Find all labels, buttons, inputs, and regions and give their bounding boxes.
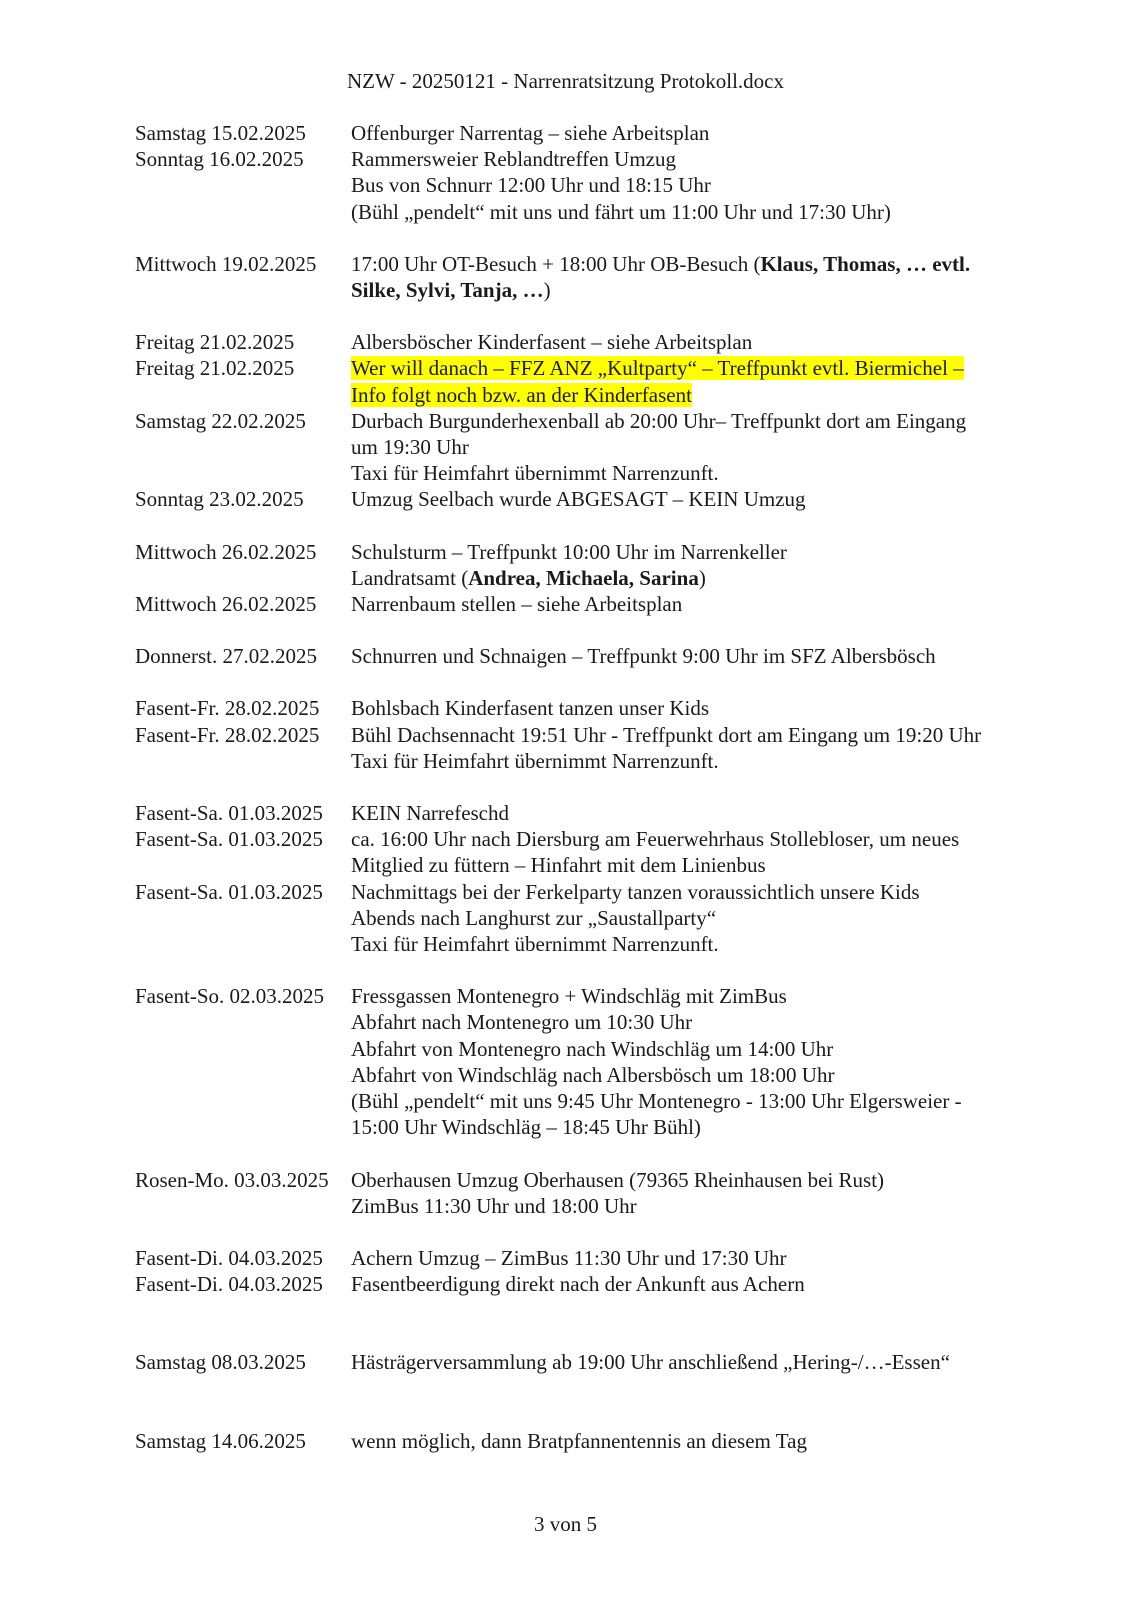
schedule-entry: [135, 643, 1055, 669]
schedule-entry: [135, 879, 1055, 958]
entry-text: Fasentbeerdigung direkt nach der Ankunft aus Achern: [351, 1272, 805, 1297]
entry-text: Rammersweier Reblandtreffen Umzug: [351, 147, 676, 172]
entry-date: Mittwoch 26.02.2025: [135, 539, 317, 564]
entry-text: ZimBus 11:30 Uhr und 18:00 Uhr: [351, 1193, 637, 1218]
schedule-entry: [135, 408, 1055, 487]
schedule-entry: [135, 1271, 1055, 1297]
schedule-entry: [135, 146, 1055, 225]
entry-text: Taxi für Heimfahrt übernimmt Narrenzunft.: [351, 748, 719, 773]
schedule-entry: [135, 800, 1055, 826]
entry-text: 17:00 Uhr OT-Besuch + 18:00 Uhr OB-Besuch (: [351, 251, 761, 276]
schedule-entry: [135, 329, 1055, 355]
schedule-entry: [135, 1167, 1055, 1219]
entry-text: Abfahrt von Montenegro nach Windschläg um 14:00 Uhr: [351, 1036, 834, 1061]
schedule-entry: [135, 983, 1055, 1140]
entry-text: um 19:30 Uhr: [351, 435, 469, 460]
entry-date: Freitag 21.02.2025: [135, 356, 295, 381]
schedule-entry: [135, 486, 1055, 512]
entry-text: KEIN Narrefeschd: [351, 801, 510, 826]
entry-date: Sonntag 16.02.2025: [135, 147, 304, 172]
entry-date: Fasent-Di. 04.03.2025: [135, 1272, 323, 1297]
entry-date: Fasent-Di. 04.03.2025: [135, 1245, 323, 1270]
schedule-list: [135, 120, 1055, 1454]
page-number: 3 von 5: [534, 1512, 597, 1536]
entry-text: Durbach Burgunderhexenball ab 20:00 Uhr– Treffpunkt dort am Eingang: [351, 408, 967, 433]
entry-text: Schulsturm – Treffpunkt 10:00 Uhr im Narrenkeller: [351, 539, 787, 564]
entry-date: Fasent-Sa. 01.03.2025: [135, 879, 323, 904]
entry-date: Mittwoch 26.02.2025: [135, 592, 317, 617]
entry-text: Taxi für Heimfahrt übernimmt Narrenzunft.: [351, 932, 719, 957]
entry-date: Fasent-Sa. 01.03.2025: [135, 827, 323, 852]
entry-date: Fasent-Sa. 01.03.2025: [135, 801, 323, 826]
entry-text: ): [698, 565, 706, 590]
document-header: NZW - 20250121 - Narrenratsitzung Protokoll.docx: [346, 69, 785, 93]
entry-text: Oberhausen Umzug Oberhausen (79365 Rheinhausen bei Rust): [351, 1167, 885, 1192]
entry-text: 15:00 Uhr Windschläg – 18:45 Uhr Bühl): [351, 1115, 701, 1140]
entry-text: ): [543, 278, 551, 303]
entry-text: Albersböscher Kinderfasent – siehe Arbeitsplan: [351, 330, 753, 355]
entry-date: Fasent-Fr. 28.02.2025: [135, 696, 320, 721]
schedule-entry: [135, 120, 1055, 146]
schedule-entry: [135, 251, 1055, 303]
schedule-entry: [135, 722, 1055, 774]
entry-date: Donnerst. 27.02.2025: [135, 644, 317, 669]
entry-text: Bus von Schnurr 12:00 Uhr und 18:15 Uhr: [351, 173, 711, 198]
entry-text: Abfahrt von Windschläg nach Albersbösch um 18:00 Uhr: [351, 1062, 835, 1087]
schedule-entry: [135, 539, 1055, 591]
entry-text: Achern Umzug – ZimBus 11:30 Uhr und 17:30 Uhr: [351, 1245, 787, 1270]
entry-text: Fressgassen Montenegro + Windschläg mit ZimBus: [351, 984, 787, 1009]
entry-text: wenn möglich, dann Bratpfannentennis an diesem Tag: [351, 1428, 807, 1453]
entry-text: Offenburger Narrentag – siehe Arbeitsplan: [351, 121, 710, 145]
schedule-entry-highlighted: [135, 355, 1055, 407]
entry-date: Freitag 21.02.2025: [135, 330, 295, 355]
entry-text: Landratsamt (: [351, 565, 469, 590]
schedule-entry: [135, 1349, 1055, 1375]
entry-date: Samstag 15.02.2025: [135, 121, 306, 145]
schedule-entry: [135, 826, 1055, 878]
entry-names: Silke, Sylvi, Tanja, …: [351, 278, 544, 303]
entry-text: Umzug Seelbach wurde ABGESAGT – KEIN Umzug: [351, 487, 806, 512]
entry-date: Samstag 14.06.2025: [135, 1428, 306, 1453]
schedule-entry: [135, 695, 1055, 721]
entry-text: (Bühl „pendelt“ mit uns 9:45 Uhr Montenegro - 13:00 Uhr Elgersweier -: [351, 1089, 962, 1114]
entry-text: (Bühl „pendelt“ mit uns und fährt um 11:00 Uhr und 17:30 Uhr): [351, 199, 891, 224]
entry-date: Sonntag 23.02.2025: [135, 487, 304, 512]
entry-date: Mittwoch 19.02.2025: [135, 251, 317, 276]
entry-text: Taxi für Heimfahrt übernimmt Narrenzunft.: [351, 461, 719, 486]
entry-text: Bohlsbach Kinderfasent tanzen unser Kids: [351, 696, 710, 721]
schedule-entry: [135, 1245, 1055, 1271]
entry-names: Andrea, Michaela, Sarina: [468, 565, 699, 590]
entry-date: Samstag 08.03.2025: [135, 1350, 306, 1375]
entry-text: Narrenbaum stellen – siehe Arbeitsplan: [351, 592, 683, 617]
entry-date: Samstag 22.02.2025: [135, 408, 306, 433]
entry-names: Klaus, Thomas, … evtl.: [760, 251, 971, 276]
schedule-entry: [135, 591, 1055, 617]
highlighted-text: Info folgt noch bzw. an der Kinderfasent: [351, 382, 692, 407]
entry-text: Mitglied zu füttern – Hinfahrt mit dem Linienbus: [351, 853, 766, 878]
entry-text: Abends nach Langhurst zur „Saustallparty“: [351, 905, 717, 930]
entry-text: Nachmittags bei der Ferkelparty tanzen voraussichtlich unsere Kids: [351, 879, 920, 904]
entry-text: Bühl Dachsennacht 19:51 Uhr - Treffpunkt dort am Eingang um 19:20 Uhr: [351, 722, 982, 747]
entry-date: Fasent-Fr. 28.02.2025: [135, 722, 320, 747]
entry-text: Hästrägerversammlung ab 19:00 Uhr anschließend „Hering-/…-Essen“: [351, 1350, 950, 1375]
entry-text: Abfahrt nach Montenegro um 10:30 Uhr: [351, 1010, 693, 1035]
entry-text: ca. 16:00 Uhr nach Diersburg am Feuerwehrhaus Stollebloser, um neues: [351, 827, 960, 852]
schedule-entry: [135, 1428, 1055, 1454]
entry-date: Fasent-So. 02.03.2025: [135, 984, 324, 1009]
entry-text: Schnurren und Schnaigen – Treffpunkt 9:00 Uhr im SFZ Albersbösch: [351, 644, 936, 669]
entry-date: Rosen-Mo. 03.03.2025: [135, 1167, 329, 1192]
highlighted-text: Wer will danach – FFZ ANZ „Kultparty“ – Treffpunkt evtl. Biermichel –: [351, 356, 964, 381]
